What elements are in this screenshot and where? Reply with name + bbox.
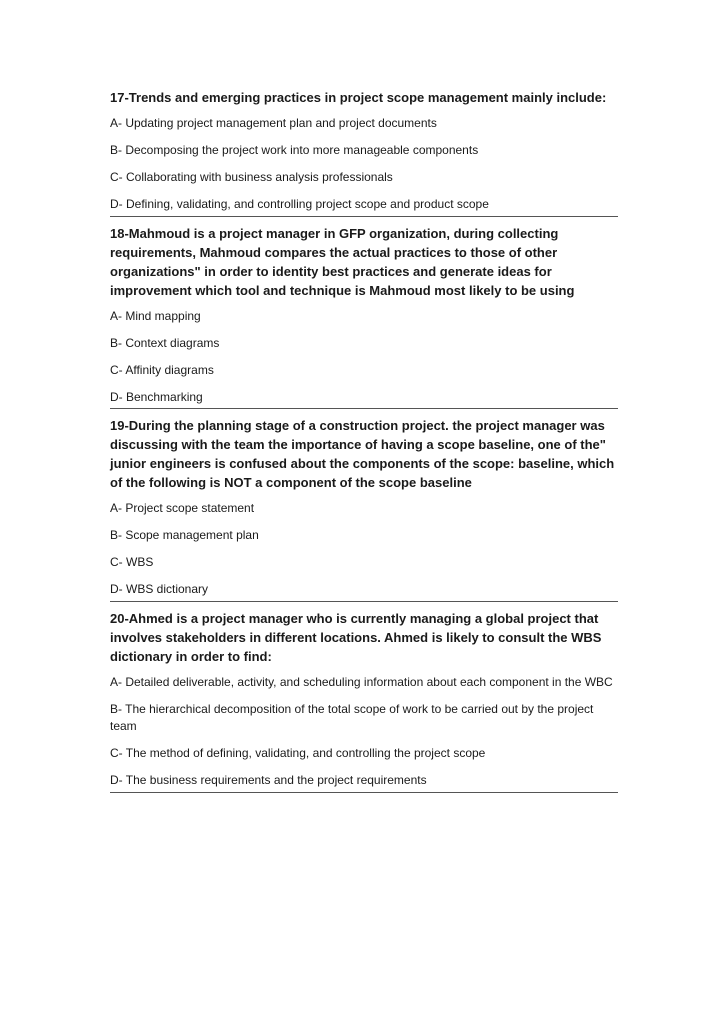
question-20-option-b: B- The hierarchical decomposition of the total scope of work to be carried out by the project team (110, 701, 594, 733)
question-18-option-a: A- Mind mapping (110, 308, 201, 323)
question-19-option-a: A- Project scope statement (110, 501, 255, 515)
question-17-option-a: A- Updating project management plan and project documents (110, 116, 437, 130)
question-17 (110, 88, 618, 217)
question-17-option-c: C- Collaborating with business analysis professionals (110, 170, 393, 184)
question-20 (110, 609, 618, 793)
question-18 (110, 224, 618, 410)
question-17-text: 17-Trends and emerging practices in project scope management mainly include: (110, 90, 607, 105)
question-19-text: 19-During the planning stage of a construction project. the project manager was discussing with the team the importance of having a scope baseline, one of the" junior engineers is confused about the components of the scope: baseline, which of the following is NOT a component of the scope baseline (110, 418, 615, 490)
question-18-text: 18-Mahmoud is a project manager in GFP organization, during collecting requirements, Mahmoud compares the actual practices to those of other organizations" in order to identity best practices and generate ideas for improvement which tool and technique is Mahmoud most likely to be using (110, 225, 575, 298)
question-20-text: 20-Ahmed is a project manager who is currently managing a global project that involves stakeholders in different locations. Ahmed is likely to consult the WBS dictionary in order to find: (110, 610, 602, 664)
question-17-option-b: B- Decomposing the project work into more manageable components (110, 143, 479, 157)
question-18-option-d: D- Benchmarking (110, 389, 203, 404)
question-20-option-c: C- The method of defining, validating, and controlling the project scope (110, 746, 486, 760)
question-19-option-c: C- WBS (110, 555, 154, 569)
question-20-option-d: D- The business requirements and the project requirements (110, 773, 427, 787)
question-20-option-a: A- Detailed deliverable, activity, and scheduling information about each component in the WBC (110, 674, 613, 689)
question-19-option-d: D- WBS dictionary (110, 582, 209, 596)
question-17-option-d: D- Defining, validating, and controlling project scope and product scope (110, 197, 489, 211)
question-18-option-c: C- Affinity diagrams (110, 362, 214, 377)
question-19-option-b: B- Scope management plan (110, 528, 259, 542)
question-list (110, 88, 618, 800)
question-19 (110, 416, 618, 602)
question-18-option-b: B- Context diagrams (110, 335, 220, 350)
